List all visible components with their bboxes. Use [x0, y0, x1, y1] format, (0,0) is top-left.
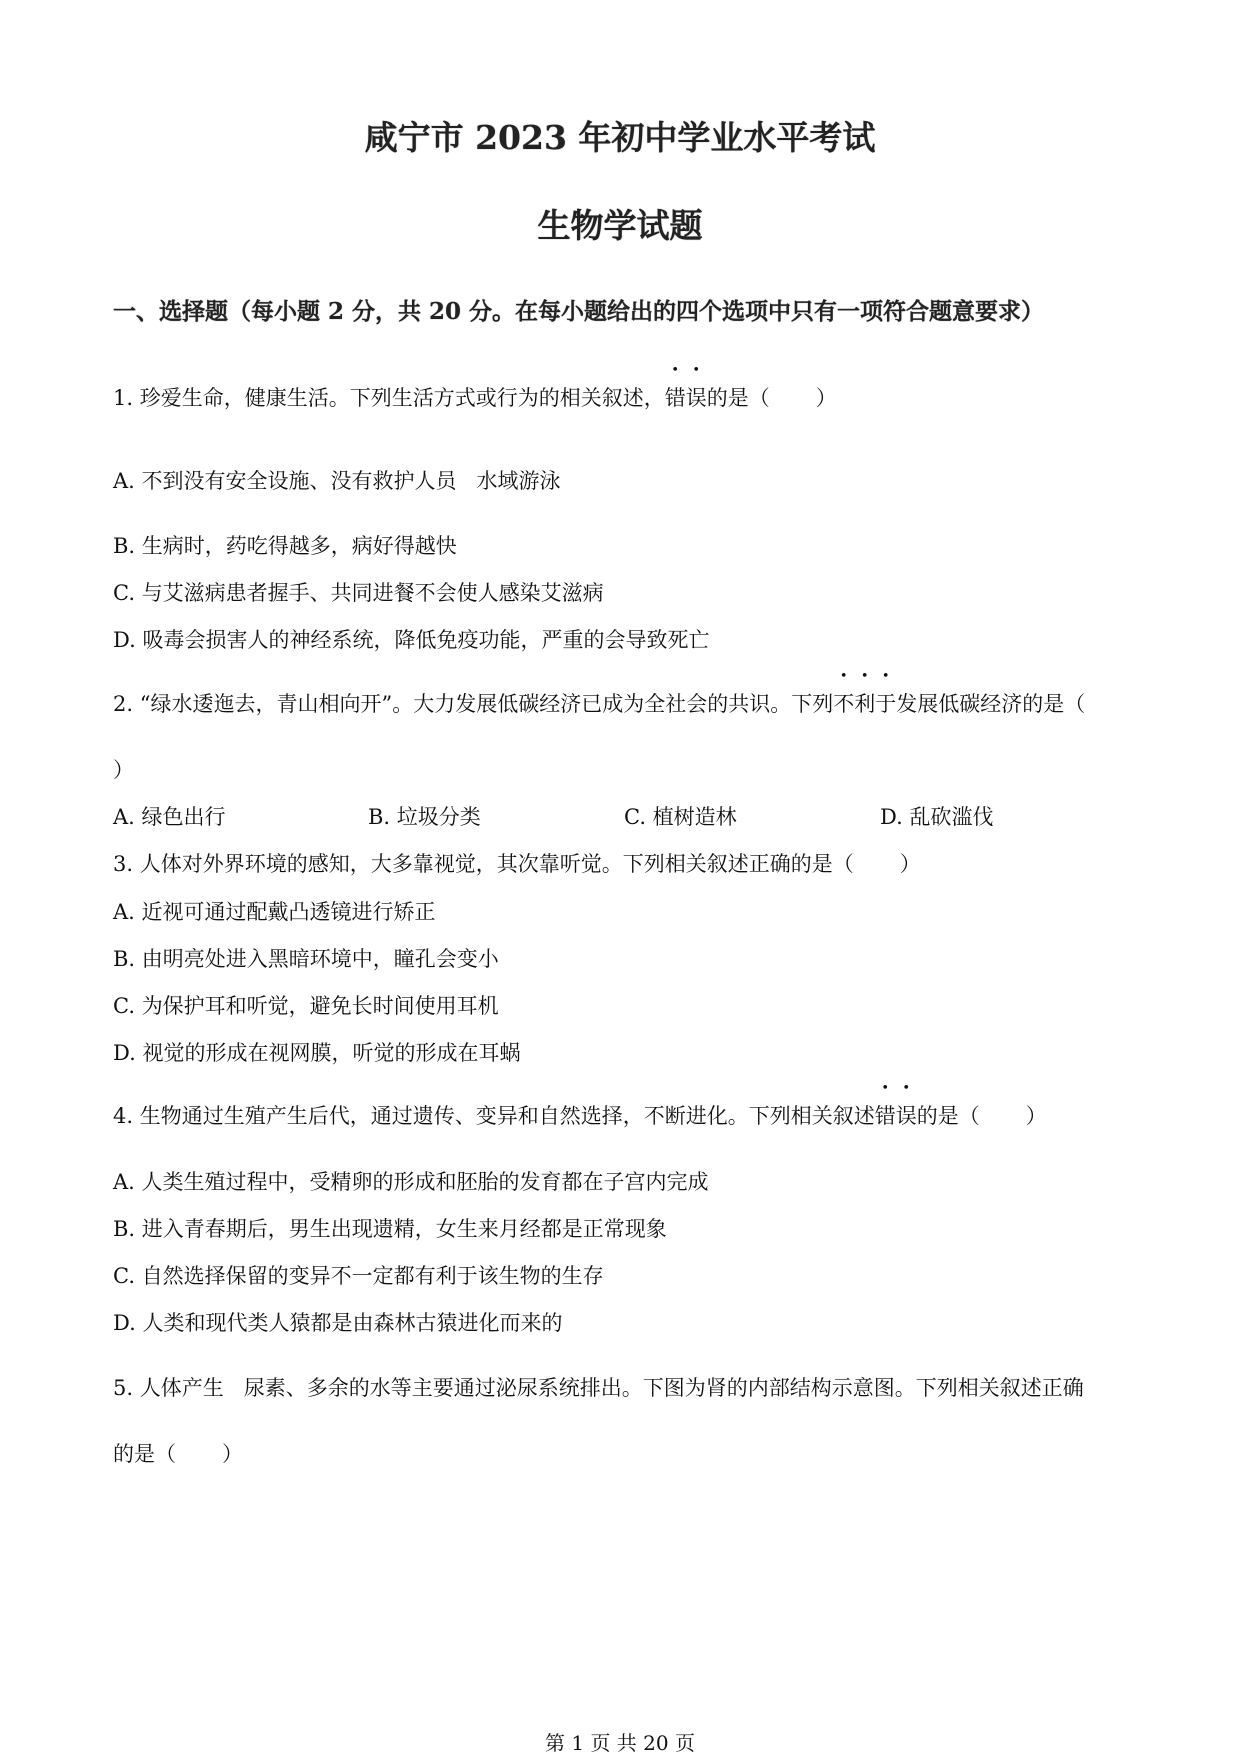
question-number: 3.	[113, 852, 134, 876]
option-label: B.	[368, 805, 391, 829]
option-label: D.	[113, 1311, 136, 1335]
option-label: A.	[113, 1170, 135, 1194]
question-3-stem	[113, 848, 921, 878]
question-4-stem	[113, 1100, 1047, 1130]
exam-subtitle: 生物学试题	[537, 206, 703, 245]
option-text: 进入青春期后，男生出现遗精，女生来月经都是正常现象	[141, 1217, 667, 1241]
option-text: 植树造林	[652, 805, 737, 829]
question-3-option-b	[113, 943, 499, 973]
question-text: 珍爱生命，健康生活。下列生活方式或行为的相关叙述，	[139, 386, 665, 410]
option-label: B.	[113, 534, 136, 558]
option-text: 人类和现代类人猿都是由森林古猿进化而来的	[142, 1311, 563, 1335]
option-label: C.	[624, 805, 646, 829]
option-label: A.	[113, 805, 135, 829]
question-1-option-b	[113, 530, 457, 560]
emphasis-char: 错	[874, 1104, 896, 1128]
question-2-paren-close: ）	[113, 758, 134, 782]
question-text: 人体产生 尿素、多余的水等主要通过泌尿系统排出。下图为肾的内部结构示意图。下列相关叙述正确	[139, 1376, 1084, 1400]
question-2-stem	[113, 688, 1085, 718]
option-text: 垃圾分类	[396, 805, 481, 829]
option-text: 为保护耳和听觉，避免长时间使用耳机	[141, 994, 499, 1018]
option-text: 自然选择保留的变异不一定都有利于该生物的生存	[141, 1264, 604, 1288]
option-label: D.	[113, 1041, 136, 1065]
question-number: 1.	[113, 386, 134, 410]
answer-paren-close: ）	[899, 852, 921, 876]
question-1-option-d	[113, 624, 709, 654]
question-3-option-c	[113, 990, 499, 1020]
option-label: D.	[113, 628, 136, 652]
option-label: C.	[113, 581, 135, 605]
option-label: D.	[880, 805, 903, 829]
answer-paren-close: ）	[1025, 1104, 1047, 1128]
question-4-option-c	[113, 1260, 604, 1290]
question-text: 的是（	[706, 386, 770, 410]
option-text: 不到没有安全设施、没有救护人员 水域游泳	[141, 469, 561, 493]
section-heading: 一、选择题（每小题 2 分，共 20 分。在每小题给出的四个选项中只有一项符合题意要求）	[113, 298, 1045, 325]
option-label: B.	[113, 1217, 136, 1241]
answer-paren-close: ）	[222, 1442, 243, 1466]
option-label: A.	[113, 469, 135, 493]
question-3-option-a	[113, 896, 436, 926]
option-text: 绿色出行	[141, 805, 226, 829]
option-text: 人类生殖过程中，受精卵的形成和胚胎的发育都在子宫内完成	[141, 1170, 709, 1194]
question-3-option-d	[113, 1037, 520, 1067]
question-number: 4.	[113, 1104, 134, 1128]
question-1-option-c	[113, 577, 604, 607]
question-5-stem-cont	[113, 1438, 243, 1468]
question-2-option-d	[880, 801, 993, 831]
question-text: 的是（	[916, 1104, 980, 1128]
option-text: 近视可通过配戴凸透镜进行矫正	[141, 900, 436, 924]
option-text: 与艾滋病患者握手、共同进餐不会使人感染艾滋病	[141, 581, 604, 605]
emphasis-char: 于	[875, 692, 897, 716]
emphasis-char: 错	[664, 386, 686, 410]
emphasis-char: 利	[854, 692, 876, 716]
emphasis-char: 误	[685, 386, 707, 410]
question-2-option-b	[368, 801, 481, 831]
option-text: 乱砍滥伐	[909, 805, 994, 829]
question-4-option-a	[113, 1166, 709, 1196]
option-text: 由明亮处进入黑暗环境中，瞳孔会变小	[141, 947, 499, 971]
question-1-option-a	[113, 465, 561, 495]
question-text: 生物通过生殖产生后代，通过遗传、变异和自然选择，不断进化。下列相关叙述	[139, 1104, 875, 1128]
page-number-footer: 第 1 页 共 20 页	[545, 1731, 695, 1755]
question-1-stem	[113, 382, 837, 412]
question-number: 5.	[113, 1376, 134, 1400]
exam-title: 咸宁市 2023 年初中学业水平考试	[364, 118, 876, 157]
question-2-option-a	[113, 801, 226, 831]
question-text: “绿水逶迤去，青山相向开”。大力发展低碳经济已成为全社会的共识。下列	[139, 692, 834, 716]
option-text: 吸毒会损害人的神经系统，降低免疫功能，严重的会导致死亡	[142, 628, 710, 652]
question-5-stem	[113, 1372, 1084, 1402]
emphasis-char: 不	[833, 692, 855, 716]
question-4-option-d	[113, 1307, 562, 1337]
option-label: C.	[113, 994, 135, 1018]
question-text: 发展低碳经济的是（	[896, 692, 1086, 716]
question-text: 人体对外界环境的感知，大多靠视觉，其次靠听觉。下列相关叙述正确的是（	[139, 852, 854, 876]
option-text: 生病时，药吃得越多，病好得越快	[141, 534, 457, 558]
question-2-option-c	[624, 801, 737, 831]
question-4-option-b	[113, 1213, 667, 1243]
question-text: 的是（	[113, 1442, 176, 1466]
option-label: C.	[113, 1264, 135, 1288]
answer-paren-close: ）	[815, 386, 837, 410]
option-text: 视觉的形成在视网膜，听觉的形成在耳蜗	[142, 1041, 521, 1065]
emphasis-char: 误	[895, 1104, 917, 1128]
question-number: 2.	[113, 692, 134, 716]
option-label: A.	[113, 900, 135, 924]
option-label: B.	[113, 947, 136, 971]
